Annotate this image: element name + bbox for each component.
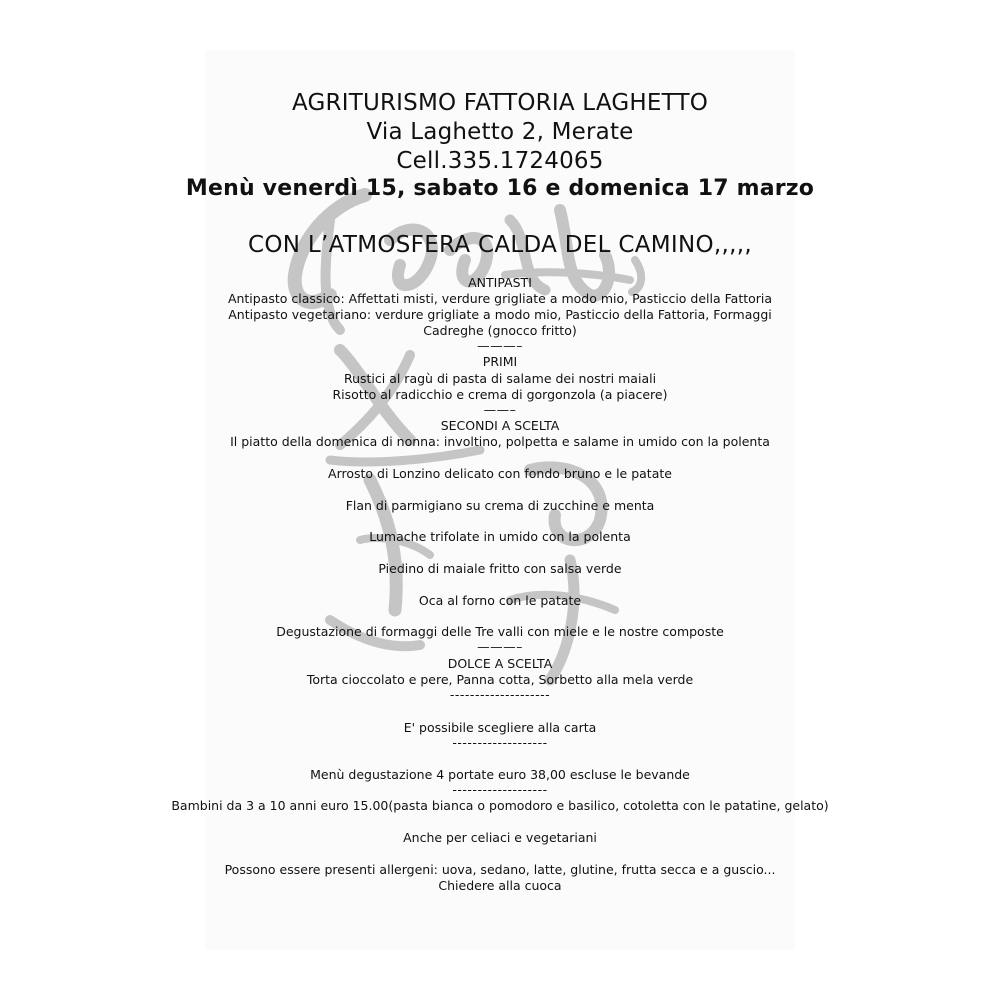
- antipasti-item: Cadreghe (gnocco fritto): [423, 323, 577, 338]
- primi-title: PRIMI: [482, 354, 518, 369]
- antipasti-item: Antipasto classico: Affettati misti, verdure grigliate a modo mio, Pasticcio della Fattoria: [227, 291, 773, 306]
- restaurant-address: Via Laghetto 2, Merate: [366, 119, 634, 145]
- carta-note: E' possibile scegliere alla carta: [403, 720, 597, 735]
- primi-item: Rustici al ragù di pasta di salame dei nostri maiali: [343, 371, 657, 386]
- secondi-item: Degustazione di formaggi delle Tre valli con miele e le nostre composte: [276, 624, 724, 639]
- secondi-title: SECONDI A SCELTA: [440, 418, 560, 433]
- dolce-title: DOLCE A SCELTA: [447, 656, 553, 671]
- degustazione-note: Menù degustazione 4 portate euro 38,00 escluse le bevande: [310, 767, 690, 782]
- secondi-item: Piedino di maiale fritto con salsa verde: [378, 561, 622, 576]
- antipasti-title: ANTIPASTI: [468, 275, 532, 290]
- secondi-item: Lumache trifolate in umido con la polenta: [369, 529, 631, 544]
- bambini-note: Bambini da 3 a 10 anni euro 15.00(pasta bianca o pomodoro e basilico, cotoletta con le patatine, gelato): [171, 798, 829, 813]
- allergeni-note: Possono essere presenti allergeni: uova, sedano, latte, glutine, frutta secca e a guscio...: [224, 862, 776, 877]
- celiaci-note: Anche per celiaci e vegetariani: [403, 830, 597, 845]
- secondi-item: Arrosto di Lonzino delicato con fondo bruno e le patate: [328, 466, 672, 481]
- secondi-item: Oca al forno con le patate: [418, 593, 582, 608]
- notes-separator: -------------------: [452, 735, 548, 750]
- primi-item: Risotto al radicchio e crema di gorgonzola (a piacere): [332, 387, 668, 402]
- antipasti-item: Antipasto vegetariano: verdure grigliate a modo mio, Pasticcio della Fattoria, Formaggi: [228, 307, 772, 322]
- secondi-item: Flan di parmigiano su crema di zucchine e menta: [345, 498, 655, 513]
- dolce-item: Torta cioccolato e pere, Panna cotta, Sorbetto alla mela verde: [306, 672, 694, 687]
- primi-separator: ——–: [483, 402, 517, 417]
- secondi-item: Il piatto della domenica di nonna: involtino, polpetta e salame in umido con la polenta: [230, 434, 770, 449]
- notes-separator: -------------------: [452, 782, 548, 797]
- atmosphere-heading: CON L’ATMOSFERA CALDA DEL CAMINO,,,,,: [248, 232, 752, 258]
- antipasti-separator: ———–: [477, 338, 523, 353]
- secondi-separator: ———–: [477, 639, 523, 654]
- restaurant-name: AGRITURISMO FATTORIA LAGHETTO: [291, 90, 708, 116]
- restaurant-phone: Cell.335.1724065: [396, 148, 604, 174]
- cuoca-note: Chiedere alla cuoca: [438, 878, 562, 893]
- menu-dates: Menù venerdì 15, sabato 16 e domenica 17 marzo: [185, 176, 815, 201]
- dolce-separator: --------------------: [449, 687, 551, 702]
